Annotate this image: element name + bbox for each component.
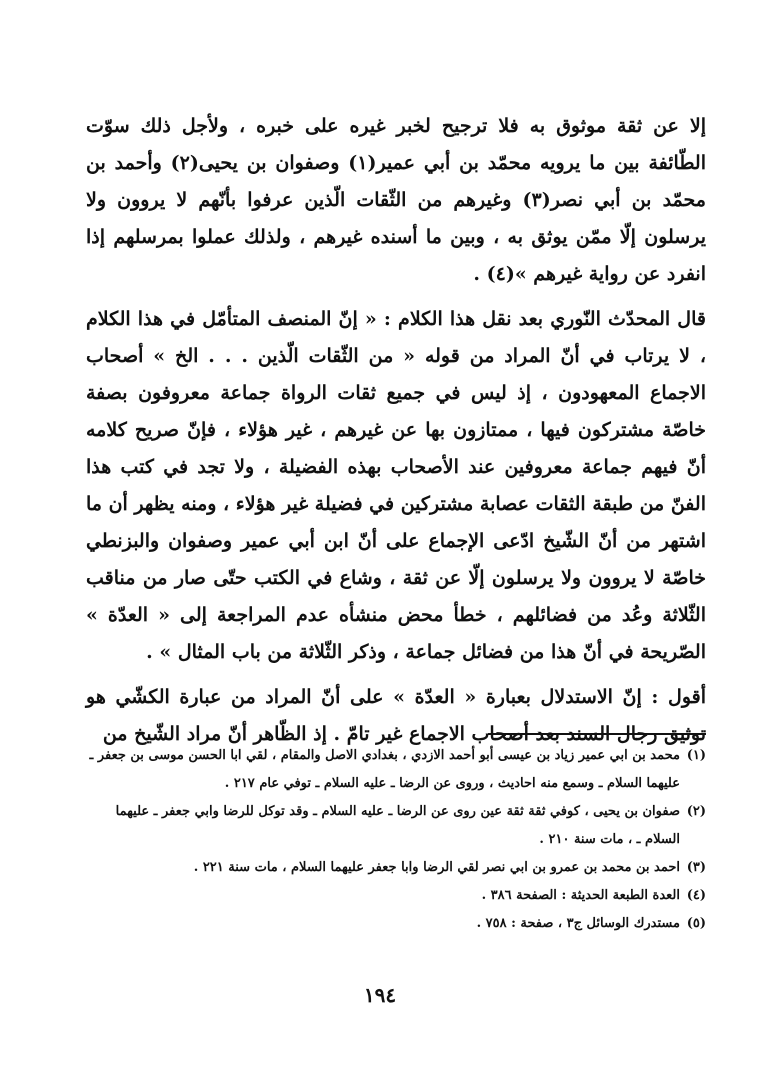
footnote-separator [488, 733, 706, 735]
footnote-number: (٢) [686, 804, 706, 819]
footnote-number: (٣) [686, 860, 706, 875]
footnote [86, 910, 706, 938]
footnote [86, 798, 706, 854]
footnote [86, 854, 706, 882]
footnote [86, 742, 706, 798]
main-text [86, 108, 706, 761]
paragraph: إلا عن ثقة موثوق به فلا ترجيح لخبر غيره على خبره ، ولأجل ذلك سوّت الطّائفة بين ما يرويه محمّد بن أبي عمير(١) وصفوان بن يحيى(٢) وأحمد بن محمّد بن أبي نصر(٣) وغيرهم من الثّقات الّذين عرفوا بأنّهم لا يروون ولا يرسلون إلّا ممّن يوثق به ، وبين ما أسنده غيرهم ، ولذلك عملوا بمرسلهم إذا انفرد عن رواية غيرهم »(٤) . [86, 115, 706, 285]
footnote-text: احمد بن محمد بن عمرو بن ابي نصر لقي الرضا وابا جعفر عليهما السلام ، مات سنة ٢٢١ . [193, 860, 680, 875]
paragraph: أقول : إنّ الاستدلال بعبارة « العدّة » على أنّ المراد من عبارة الكشّي هو توثيق رجال السند بعد أصحاب الاجماع غير تامّ . إذ الظّاهر أنّ مراد الشّيخ من [86, 686, 706, 745]
footnote-text: العدة الطبعة الحديثة : الصفحة ٣٨٦ . [481, 888, 680, 903]
paragraph: قال المحدّث النّوري بعد نقل هذا الكلام : « إنّ المنصف المتأمّل في هذا الكلام ، لا يرتاب في أنّ المراد من قوله « من الثّقات الّذين . . . الخ » أصحاب الاجماع المعهودون ، إذ ليس في جميع ثقات الرواة جماعة معروفون بصفة خاصّة مشتركون فيها ، ممتازون بها عن غيرهم ، غير هؤلاء ، فإنّ صريح كلامه أنّ فيهم جماعة معروفين عند الأصحاب بهذه الفضيلة ، ولا تجد في كتب هذا الفنّ من طبقة الثقات عصابة مشتركين في فضيلة غير هؤلاء ، ومنه يظهر أن ما اشتهر من أنّ الشّيخ ادّعى الإجماع على أنّ ابن أبي عمير وصفوان والبزنطي خاصّة لا يروون ولا يرسلون إلّا عن ثقة ، وشاع في الكتب حتّى صار من مناقب الثّلاثة وعُد من فضائلهم ، خطأ محض منشأه عدم المراجعة إلى « العدّة » الصّريحة في أنّ هذا من فضائل جماعة ، وذكر الثّلاثة من باب المثال » . [86, 308, 706, 663]
footnotes [86, 742, 706, 938]
footnote-text: محمد بن ابي عمير زياد بن عيسى أبو أحمد الازدي ، بغدادي الاصل والمقام ، لقي ابا الحسن موسى بن جعفر ـ عليهما السلام ـ وسمع منه احاديث ، وروى عن الرضا ـ عليه السلام ـ توفي عام ٢١٧ . [89, 748, 680, 791]
footnote [86, 882, 706, 910]
footnote-text: صفوان بن يحيى ، كوفي ثقة ثقة عين روى عن الرضا ـ عليه السلام ـ وقد توكل للرضا وابي جعفر ـ عليهما السلام ـ ، مات سنة ٢١٠ . [115, 804, 680, 847]
page-number: ١٩٤ [363, 983, 397, 1007]
footnote-number: (٥) [686, 916, 706, 931]
footnote-text: مستدرك الوسائل ج٣ ، صفحة : ٧٥٨ . [476, 916, 680, 931]
footnote-number: (١) [686, 748, 706, 763]
footnote-number: (٤) [686, 888, 706, 903]
